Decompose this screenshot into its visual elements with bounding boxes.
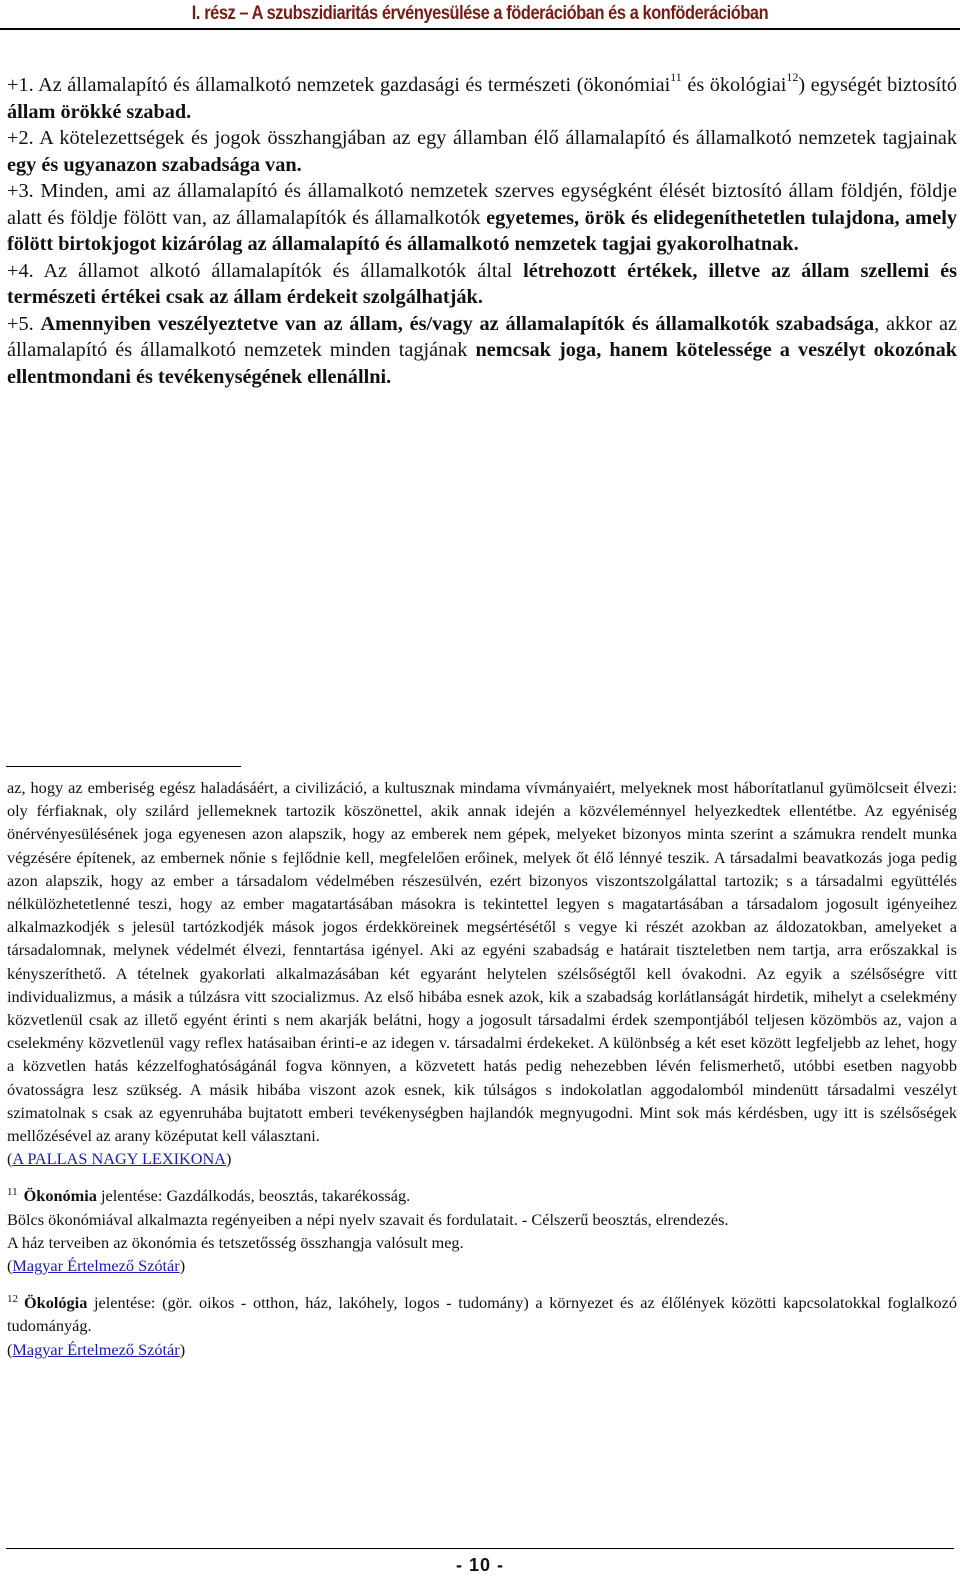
footnote-12-definition (7, 1291, 957, 1337)
article-bold-text: nemcsak joga, hanem kötelessége a veszélyt okozónak ellentmondani és tevékenységének ellenállni. (7, 339, 958, 388)
article-text: Az államot alkotó államalapítók és államalkotók által (43, 259, 524, 282)
article-number: +1. (7, 74, 34, 96)
footnote-ref-12[interactable]: 12 (786, 70, 799, 85)
article-4 (7, 258, 957, 311)
article-bold-text: állam örökké szabad. (7, 100, 192, 123)
footnote-continuation: az, hogy az emberiség egész haladásáért, a civilizáció, a kultusznak mindama vívmányaiért, melyeknek most háborítatlanul gyümölcseit élvezi: oly férfiaknak, oly szilárd jellemeknek tartozik köszönettel, akik annak idején a közvéleménnyel helyezkedtek ellentétbe. Az egyéniség önérvényesülésének joga egyenesen azon alapszik, hogy az emberek nem gépek, melyeket bizonyos minta szerint a számukra rendelt munka végzésére építenek, az embernek nőnie s fejlődnie kell, megfelelően erőinek, melyek őt élő lénnyé teszik. A társadalmi beavatkozás joga pedig azon alapszik, hogy az ember a társadalom védelmében részesülvén, ezért bizonyos viszontszolgálattal tartozik; s a társadalmi együttélés nélkülözhetetlenné teszi, hogy az ember magatartásában másokra is tekintettel legyen s magatartásában a társadalom jogosult igényeihez alkalmazkodjék s jelesül tartózkodjék mások jogos érdekköreinek megsértésétől s vegye ki részét azokban az áldozatokban, amelyeket a társadalomnak, melynek védelmét élvezi, fenntartása igényel. Aki az egyéni szabadság e határait tiszteletben nem tartja, arra erőszakkal is kényszeríthető. A tételnek gyakorlati alkalmazásában két egyaránt helytelen szélsőségtől kell óvakodni. Az egyik a szélsőségre vitt individualizmus, a másik a túlzásra vitt szocializmus. Az első hibába esnek azok, kik a szabadság korlátlanságát hirdetik, mihelyt a cselekmény közvetlenül csak az illető egyént érinti s nem akarják belátni, hogy a jogosult társadalmi érdek szempontjából teljesen közömbös az, vajon a cselekmény közvetlenül vagy reflex hatásaiban érinti-e az idegen v. társadalmi érdekeket. A különbség a két eset között legfeljebb az lehet, hogy a közvetlen hatás kézzelfoghatóságánál fogva könnyen, a közvetett hatás pedig nehezebben lévén felismerhető, utóbbi esetben nagyobb óvatosságra lesz szükség. A másik hibába viszont azok esnek, kik túlságos s indokolatlan aggodalomból mindenütt társadalmi veszélyt szimatolnak s csak az egyenruhába bujtatott emberi tevékenységben hajlandók megnyugodni. Mint sok más kérdésben, ugy itt is szélsőségek mellőzésével az arany középutat kell választani. (7, 778, 957, 1146)
footnote-example: A ház terveiben az ökonómia és tetszetősség összhangja valósult meg. (7, 1232, 464, 1252)
footnote-source-line: (Magyar Értelmező Szótár) (7, 1256, 186, 1276)
article-number: +5. (7, 312, 34, 335)
footnote-source-line: (Magyar Értelmező Szótár) (7, 1339, 186, 1359)
articles-section (7, 72, 957, 390)
article-text: Az államalapító és államalkotó nemzetek gazdasági és természeti (ökonómiai (38, 74, 671, 96)
footnote-12 (7, 1291, 957, 1361)
article-text: ) egységét biztosító (798, 74, 957, 96)
source-link-dictionary[interactable]: Magyar Értelmező Szótár (12, 1256, 180, 1276)
article-bold-text: egyetemes, örök és elidegeníthetetlen tulajdona, amely fölött birtokjogot kizárólag az államalapító és államalkotó nemzetek tagjai gyakorolhatnak. (7, 206, 957, 255)
article-bold-text: létrehozott értékek, illetve az állam szellemi és természeti értékei csak az állam érdekeit szolgálhatják. (7, 259, 957, 308)
article-2 (7, 125, 957, 178)
page-number: - 10 - (455, 1555, 504, 1575)
footnote-11-definition (7, 1184, 957, 1207)
article-text: , akkor az államalapító és államalkotó nemzetek minden tagjának (7, 312, 957, 361)
footnote-mark: 12 (7, 1292, 18, 1305)
footnote-definition: jelentése: (gör. oikos - otthon, ház, lakóhely, logos - tudomány) a környezet és az élőlények közötti kapcsolatokkal foglalkozó tudományág. (7, 1293, 957, 1336)
footnote-term: Ökológia (24, 1293, 88, 1313)
article-number: +2. (7, 127, 34, 149)
article-1 (7, 72, 957, 125)
source-link-pallas[interactable]: A PALLAS NAGY LEXIKONA (12, 1149, 227, 1169)
footnote-definition: jelentése: Gazdálkodás, beosztás, takarékosság. (96, 1186, 411, 1206)
article-text: A kötelezettségek és jogok összhangjában az egy államban élő államalapító és államalkotó nemzetek tagjainak (39, 127, 958, 149)
footnote-term: Ökonómia (23, 1186, 97, 1206)
footnote-separator (6, 766, 241, 767)
article-bold-text: egy és ugyanazon szabadsága van. (7, 153, 302, 176)
footnote-11 (7, 1184, 957, 1277)
footnotes-section (7, 776, 957, 1361)
article-number: +3. (7, 180, 34, 202)
header-rule (0, 28, 960, 30)
article-number: +4. (7, 259, 34, 282)
article-text: és ökológiai (681, 74, 787, 96)
running-header-title: I. rész – A szubszidiaritás érvényesülése a föderációban és a konföderációban (191, 2, 769, 24)
article-3 (7, 178, 957, 258)
footnote-mark: 11 (7, 1186, 18, 1199)
article-text: Minden, ami az államalapító és államalkotó nemzetek szerves egységként élését biztosító állam földjén, földje alatt és földje fölött van, az államalapítók és államalkotók (7, 180, 957, 229)
source-link-dictionary[interactable]: Magyar Értelmező Szótár (12, 1339, 180, 1359)
footnote-ref-11[interactable]: 11 (670, 70, 682, 85)
footnote-example: Bölcs ökonómiával alkalmazta regényeiben a népi nyelv szavait és fordulatait. - Célszerű beosztás, elrendezés. (7, 1209, 729, 1229)
footnote-source-line: (A PALLAS NAGY LEXIKONA) (7, 1149, 232, 1169)
article-bold-text: Amennyiben veszélyeztetve van az állam, és/vagy az államalapítók és államalkotók szabadsága (40, 312, 875, 335)
article-5 (7, 311, 957, 391)
footer-rule (6, 1548, 954, 1549)
